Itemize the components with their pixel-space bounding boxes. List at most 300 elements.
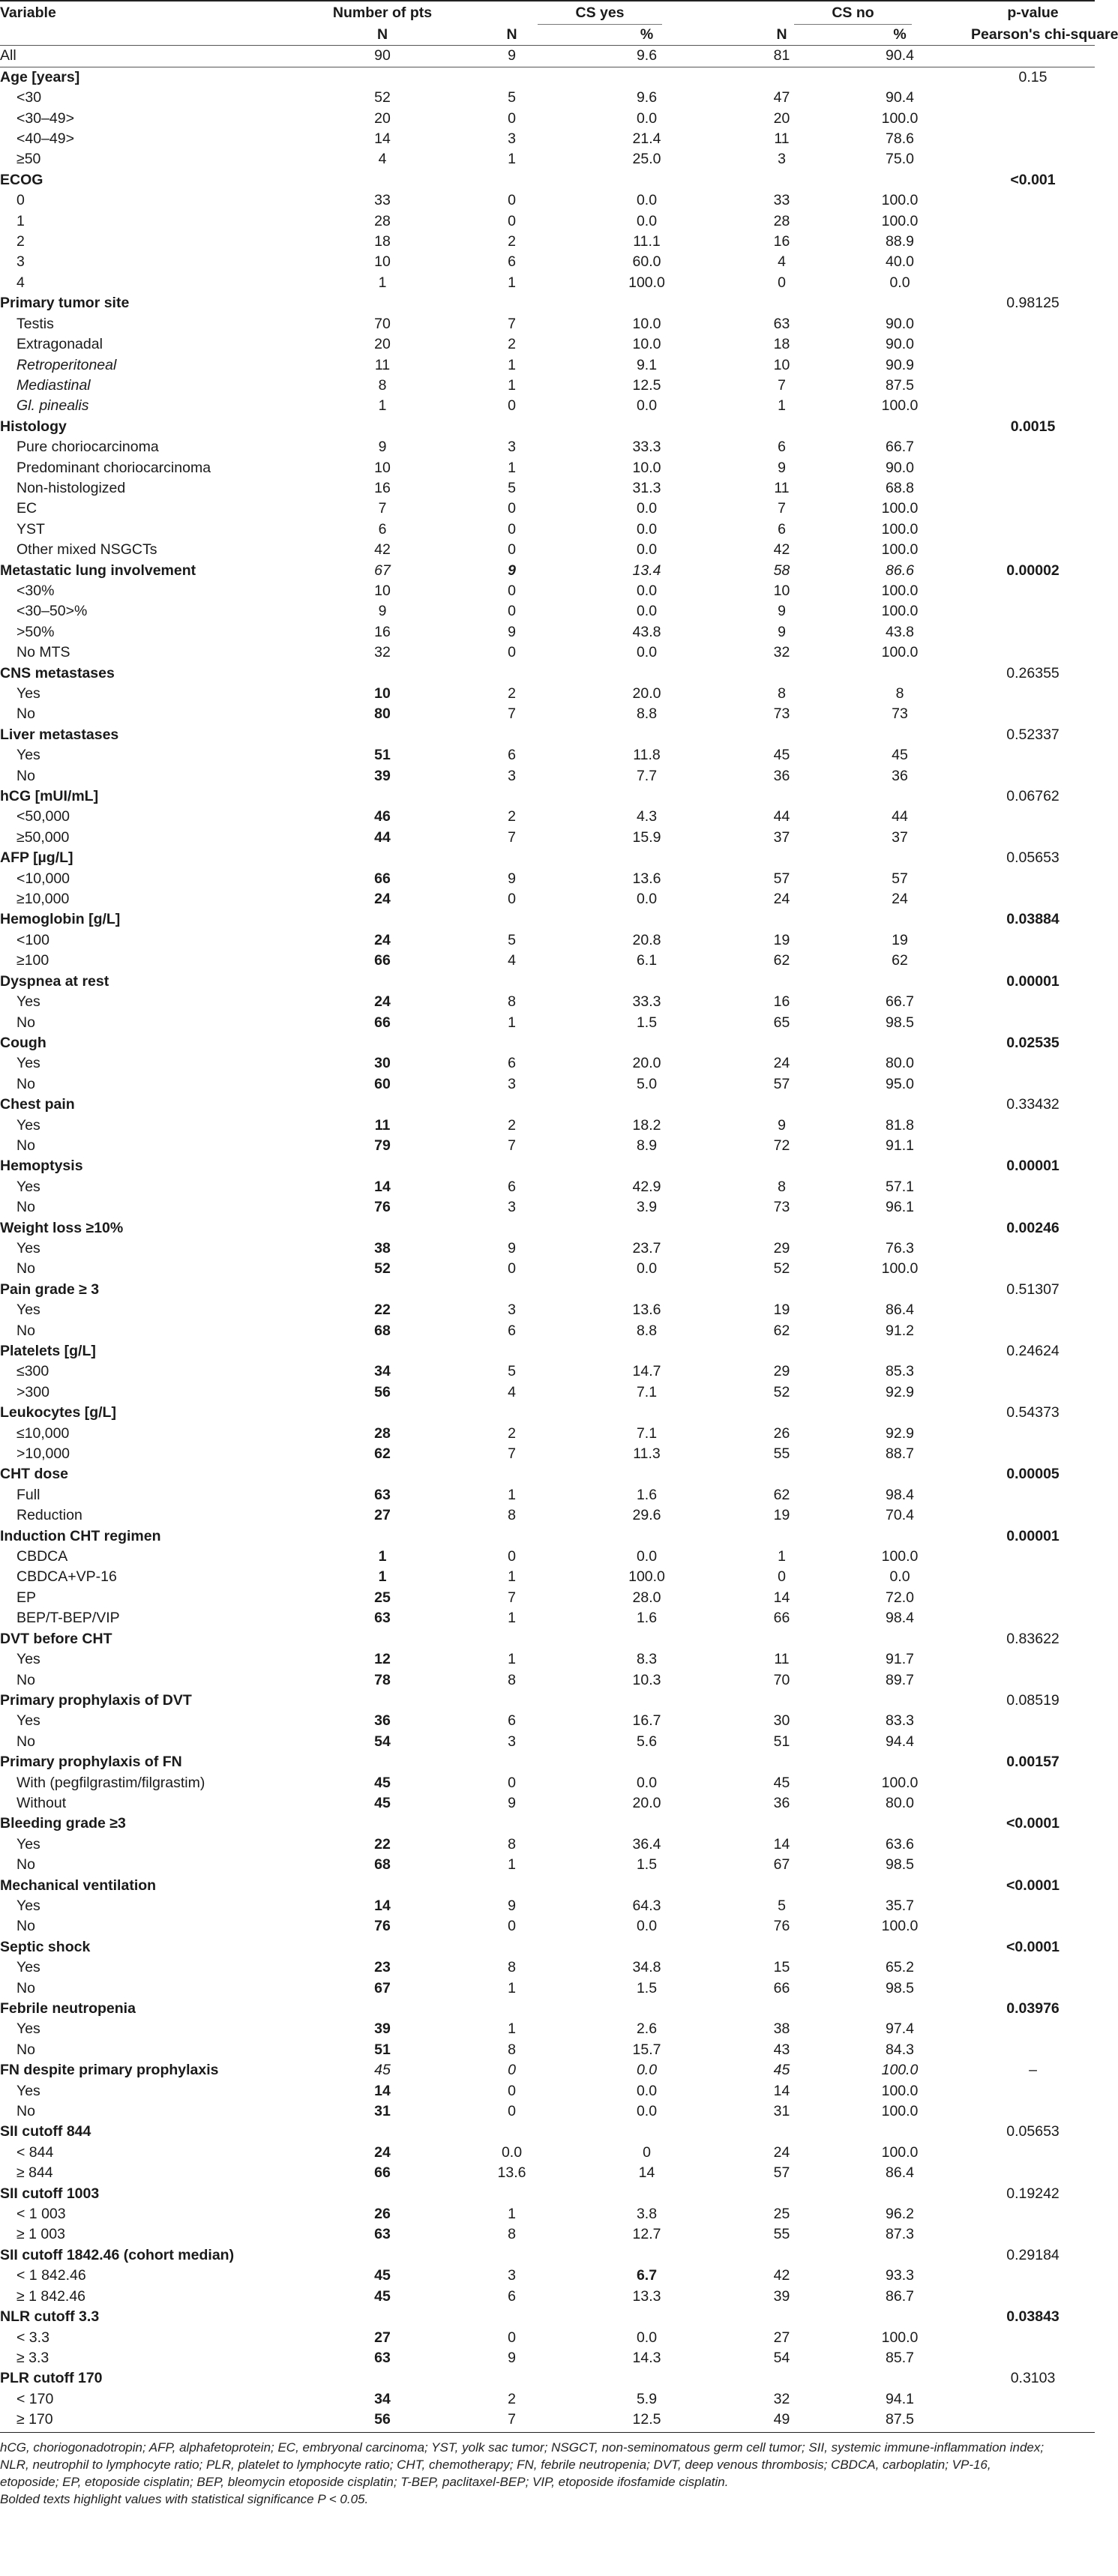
cell-n-cs-no xyxy=(735,1095,829,1115)
cell-n-cs-yes xyxy=(465,1033,559,1053)
cell-n-cs-no: 52 xyxy=(773,1383,790,1400)
cell-variable: All xyxy=(0,46,300,67)
cell-variable: >10,000 xyxy=(16,1445,70,1463)
cell-p-value xyxy=(971,951,1095,971)
cell-n-cs-yes: 0 xyxy=(508,520,516,538)
cell-number-of-pts xyxy=(300,1033,465,1053)
cell-number-of-pts: 27 xyxy=(374,1507,391,1524)
cell-n-cs-no xyxy=(735,417,829,437)
cell-p-value xyxy=(971,2410,1095,2430)
cell-n-cs-no xyxy=(735,1814,829,1834)
cell-number-of-pts xyxy=(300,1218,465,1239)
cell-pct-cs-yes: 43.8 xyxy=(632,623,661,640)
cell-p-value xyxy=(971,1321,1095,1341)
table-row xyxy=(0,889,1095,909)
cell-n-cs-yes: 5 xyxy=(508,479,516,496)
table-row-group xyxy=(0,1937,1095,1957)
cell-number-of-pts: 68 xyxy=(374,1856,391,1874)
table-row-group xyxy=(0,848,1095,868)
cell-n-cs-yes: 8 xyxy=(508,2041,516,2058)
cell-variable: Primary prophylaxis of DVT xyxy=(0,1691,192,1709)
cell-number-of-pts xyxy=(300,1403,465,1423)
cell-pct-cs-no xyxy=(829,2368,971,2389)
cell-p-value xyxy=(971,190,1095,211)
cell-p-value xyxy=(971,355,1095,376)
cell-number-of-pts: 1 xyxy=(378,397,387,415)
cell-n-cs-yes: 2 xyxy=(508,808,516,825)
cell-variable: Yes xyxy=(16,1239,40,1257)
cell-n-cs-no: 16 xyxy=(773,993,790,1011)
table-row xyxy=(0,1608,1095,1628)
cell-n-cs-no: 9 xyxy=(778,1116,786,1134)
cell-pct-cs-no xyxy=(829,663,971,684)
cell-p-value xyxy=(971,1855,1095,1875)
cell-number-of-pts: 45 xyxy=(374,1794,391,1811)
cell-number-of-pts xyxy=(300,2307,465,2327)
cell-pct-cs-no: 98.4 xyxy=(886,1486,914,1503)
cell-pct-cs-yes xyxy=(559,1814,735,1834)
cell-number-of-pts: 24 xyxy=(374,931,391,948)
cell-number-of-pts: 10 xyxy=(374,253,391,271)
cell-n-cs-no xyxy=(735,1280,829,1300)
cell-number-of-pts: 51 xyxy=(374,2041,391,2058)
cell-variable: No xyxy=(16,1733,35,1750)
cell-number-of-pts xyxy=(300,2122,465,2142)
cell-p-value xyxy=(971,396,1095,416)
cell-number-of-pts: 90 xyxy=(300,46,465,67)
cell-n-cs-yes: 2 xyxy=(508,685,516,702)
cell-p-value xyxy=(971,1978,1095,1999)
cell-p-value: – xyxy=(1029,2062,1037,2079)
cell-p-value xyxy=(971,149,1095,169)
cell-p-value xyxy=(971,1896,1095,1916)
cell-pct-cs-yes xyxy=(559,2307,735,2327)
cell-variable: <10,000 xyxy=(16,870,70,887)
cell-pct-cs-no xyxy=(829,1403,971,1423)
cell-n-cs-no xyxy=(735,1156,829,1176)
cell-n-cs-no: 36 xyxy=(773,767,790,784)
cell-number-of-pts: 42 xyxy=(374,541,391,559)
cell-n-cs-no xyxy=(735,2307,829,2327)
cell-number-of-pts: 34 xyxy=(374,1363,391,1380)
table-row-group xyxy=(0,786,1095,807)
table-row xyxy=(0,396,1095,416)
cell-number-of-pts: 67 xyxy=(374,1979,391,1996)
table-row xyxy=(0,1177,1095,1197)
cell-p-value: 0.54373 xyxy=(1006,1404,1060,1421)
cell-pct-cs-no xyxy=(829,972,971,992)
cell-pct-cs-yes: 0.0 xyxy=(636,891,658,908)
cell-p-value xyxy=(971,2040,1095,2060)
cell-pct-cs-yes: 14 xyxy=(638,2164,655,2182)
header-p-value: p-value xyxy=(971,1,1095,25)
cell-variable: < 844 xyxy=(16,2143,54,2161)
cell-n-cs-yes: 3 xyxy=(508,1301,516,1319)
cell-pct-cs-no: 37 xyxy=(892,828,908,846)
cell-p-value: 0.15 xyxy=(1018,68,1048,85)
cell-pct-cs-no: 66.7 xyxy=(886,439,914,456)
cell-number-of-pts: 24 xyxy=(374,891,391,908)
cell-p-value: 0.19242 xyxy=(1006,2185,1060,2202)
cell-number-of-pts: 12 xyxy=(374,1651,391,1668)
cell-n-cs-no: 44 xyxy=(773,808,790,825)
table-row-group xyxy=(0,1218,1095,1239)
cell-variable: Hemoptysis xyxy=(0,1158,83,1175)
cell-number-of-pts: 63 xyxy=(374,1486,391,1503)
cell-pct-cs-no: 97.4 xyxy=(886,2020,914,2038)
cell-variable: Weight loss ≥10% xyxy=(0,1219,124,1236)
cell-n-cs-yes xyxy=(465,1218,559,1239)
cell-p-value xyxy=(971,1711,1095,1731)
cell-n-cs-yes: 1 xyxy=(508,1856,516,1874)
cell-n-cs-yes: 2 xyxy=(508,336,516,353)
cell-p-value xyxy=(971,2266,1095,2286)
cell-pct-cs-yes: 0.0 xyxy=(636,2062,658,2079)
cell-n-cs-no xyxy=(735,1629,829,1649)
cell-variable: Platelets [g/L] xyxy=(0,1343,96,1359)
cell-n-cs-yes: 6 xyxy=(508,1055,516,1072)
cell-n-cs-yes: 0 xyxy=(508,891,516,908)
cell-n-cs-no: 70 xyxy=(773,1671,790,1688)
cell-p-value xyxy=(971,1773,1095,1793)
cell-number-of-pts xyxy=(300,972,465,992)
cell-n-cs-yes: 5 xyxy=(508,1363,516,1380)
cell-pct-cs-yes: 0.0 xyxy=(636,1918,658,1935)
table-row-group xyxy=(0,1156,1095,1176)
cell-p-value xyxy=(971,1116,1095,1136)
table-row-group xyxy=(0,1341,1095,1361)
cell-number-of-pts: 10 xyxy=(374,685,391,702)
cell-n-cs-yes xyxy=(465,1937,559,1957)
table-row-group xyxy=(0,663,1095,684)
cell-pct-cs-yes: 1.5 xyxy=(636,1979,658,1996)
table-row-group xyxy=(0,1526,1095,1547)
cell-pct-cs-no: 43.8 xyxy=(886,623,914,640)
cell-pct-cs-yes: 0.0 xyxy=(636,500,658,517)
cell-variable: EP xyxy=(16,1589,37,1606)
cell-variable: Pain grade ≥ 3 xyxy=(0,1281,100,1298)
cell-n-cs-yes xyxy=(465,1464,559,1484)
cell-n-cs-yes: 3 xyxy=(508,767,516,784)
cell-pct-cs-no: 100.0 xyxy=(881,2082,919,2099)
cell-pct-cs-yes: 64.3 xyxy=(632,1897,661,1914)
cell-pct-cs-no xyxy=(829,1156,971,1176)
table-row xyxy=(0,581,1095,601)
cell-p-value: 0.00246 xyxy=(1006,1219,1060,1236)
cell-number-of-pts: 45 xyxy=(374,2287,391,2305)
table-row xyxy=(0,252,1095,272)
cell-p-value: 0.24624 xyxy=(1006,1343,1060,1359)
cell-n-cs-no: 0 xyxy=(778,274,786,291)
cell-pct-cs-no: 100.0 xyxy=(881,2062,919,2079)
cell-n-cs-yes xyxy=(465,786,559,807)
cell-n-cs-no: 63 xyxy=(773,315,790,332)
cell-number-of-pts: 46 xyxy=(374,808,391,825)
table-row xyxy=(0,1567,1095,1587)
cell-n-cs-yes xyxy=(465,725,559,745)
cell-variable: Leukocytes [g/L] xyxy=(0,1404,116,1421)
table-row xyxy=(0,520,1095,540)
cell-number-of-pts: 54 xyxy=(374,1733,391,1750)
cell-variable: >300 xyxy=(16,1383,49,1400)
table-row xyxy=(0,766,1095,786)
cell-pct-cs-yes: 5.6 xyxy=(636,1733,658,1750)
table-row-group xyxy=(0,1280,1095,1300)
cell-n-cs-yes: 6 xyxy=(508,253,516,271)
cell-pct-cs-yes xyxy=(559,1218,735,1239)
cell-variable: Reduction xyxy=(16,1507,82,1524)
cell-pct-cs-yes xyxy=(559,1403,735,1423)
table-row xyxy=(0,601,1095,622)
table-row xyxy=(0,2266,1095,2286)
cell-pct-cs-yes xyxy=(559,1691,735,1711)
cell-pct-cs-no: 98.4 xyxy=(886,1610,914,1627)
cell-pct-cs-no xyxy=(829,1218,971,1239)
cell-pct-cs-yes: 60.0 xyxy=(632,253,661,271)
cell-p-value xyxy=(971,46,1095,67)
cell-pct-cs-yes: 0.0 xyxy=(636,397,658,415)
cell-p-value xyxy=(971,1197,1095,1218)
cell-n-cs-yes: 4 xyxy=(508,1383,516,1400)
cell-number-of-pts: 63 xyxy=(374,1610,391,1627)
cell-n-cs-no: 62 xyxy=(773,1486,790,1503)
cell-pct-cs-no: 90.0 xyxy=(886,315,914,332)
cell-pct-cs-no: 40.0 xyxy=(886,253,914,271)
cell-pct-cs-yes: 13.4 xyxy=(632,562,661,579)
cell-n-cs-no: 14 xyxy=(773,2082,790,2099)
cell-variable: EC xyxy=(16,500,37,517)
cell-n-cs-yes: 1 xyxy=(508,2206,516,2223)
cell-pct-cs-no: 85.7 xyxy=(886,2349,914,2366)
cell-n-cs-yes: 9 xyxy=(508,2349,516,2366)
cell-n-cs-yes xyxy=(465,417,559,437)
table-row-group xyxy=(0,2122,1095,2142)
cell-variable: No xyxy=(16,1137,35,1154)
cell-number-of-pts: 22 xyxy=(374,1301,391,1319)
cell-n-cs-yes: 0 xyxy=(508,1774,516,1791)
cell-number-of-pts: 1 xyxy=(378,274,387,291)
table-row-group xyxy=(0,2184,1095,2204)
cell-n-cs-no: 81 xyxy=(735,46,829,67)
table-row xyxy=(0,1957,1095,1978)
cell-n-cs-yes: 8 xyxy=(508,1959,516,1976)
cell-variable: Histology xyxy=(0,418,67,435)
cell-n-cs-no xyxy=(735,909,829,930)
cell-pct-cs-yes xyxy=(559,1526,735,1547)
cell-n-cs-no: 67 xyxy=(773,1856,790,1874)
cell-pct-cs-yes: 100.0 xyxy=(628,1568,665,1586)
cell-pct-cs-yes xyxy=(559,1464,735,1484)
cell-pct-cs-yes xyxy=(559,2122,735,2142)
cell-n-cs-no: 9 xyxy=(778,623,786,640)
cell-p-value xyxy=(971,1259,1095,1279)
cell-pct-cs-no: 86.7 xyxy=(886,2287,914,2305)
cell-n-cs-yes xyxy=(465,1095,559,1115)
cell-pct-cs-no: 96.1 xyxy=(886,1199,914,1216)
cell-pct-cs-yes: 1.5 xyxy=(636,1856,658,1874)
cell-number-of-pts: 66 xyxy=(374,1014,391,1031)
cell-n-cs-yes: 0 xyxy=(508,212,516,229)
table-row xyxy=(0,2328,1095,2348)
cell-number-of-pts xyxy=(300,1691,465,1711)
table-row xyxy=(0,745,1095,765)
cell-number-of-pts: 14 xyxy=(374,1897,391,1914)
cell-p-value: 0.26355 xyxy=(1006,664,1060,681)
table-row xyxy=(0,1074,1095,1095)
table-row xyxy=(0,211,1095,232)
cell-n-cs-no: 36 xyxy=(773,1794,790,1811)
cell-variable: No xyxy=(16,705,35,723)
cell-variable: No xyxy=(16,2041,35,2058)
cell-number-of-pts: 62 xyxy=(374,1445,391,1463)
cell-n-cs-no: 49 xyxy=(773,2411,790,2428)
table-row-group xyxy=(0,909,1095,930)
cell-p-value xyxy=(971,2224,1095,2245)
cell-p-value xyxy=(971,2163,1095,2183)
cell-variable: ≥ 3.3 xyxy=(16,2349,49,2366)
cell-variable: PLR cutoff 170 xyxy=(0,2370,103,2387)
cell-number-of-pts: 60 xyxy=(374,1075,391,1092)
cell-n-cs-yes: 3 xyxy=(508,2267,516,2284)
footnote xyxy=(0,2432,1095,2508)
cell-n-cs-yes: 9 xyxy=(508,1794,516,1811)
cell-variable: BEP/T-BEP/VIP xyxy=(16,1610,120,1627)
footnote-line: etoposide; EP, etoposide cisplatin; BEP, bleomycin etoposide cisplatin; T-BEP, paclitaxel-BEP; VIP, etoposide ifosfamide cisplatin. xyxy=(0,2474,729,2489)
table-row-group xyxy=(0,1752,1095,1772)
cell-n-cs-no: 18 xyxy=(773,336,790,353)
cell-variable: Non-histologized xyxy=(16,479,126,496)
cell-variable: ≥ 844 xyxy=(16,2164,53,2182)
table-row-group xyxy=(0,1876,1095,1896)
cell-n-cs-no xyxy=(735,1464,829,1484)
cell-n-cs-yes xyxy=(465,972,559,992)
cell-pct-cs-no: 68.8 xyxy=(886,479,914,496)
cell-p-value: 0.05653 xyxy=(1006,849,1060,867)
cell-n-cs-no xyxy=(735,848,829,868)
cell-variable: Mediastinal xyxy=(16,376,91,394)
cell-pct-cs-no: 94.1 xyxy=(886,2390,914,2407)
cell-variable: YST xyxy=(16,520,45,538)
cell-pct-cs-no xyxy=(829,786,971,807)
cell-number-of-pts: 36 xyxy=(374,1712,391,1730)
cell-n-cs-no: 47 xyxy=(773,89,790,106)
cell-n-cs-yes: 3 xyxy=(508,439,516,456)
cell-n-cs-no: 6 xyxy=(778,520,786,538)
cell-n-cs-no xyxy=(735,1937,829,1957)
cell-n-cs-no xyxy=(735,1403,829,1423)
cell-number-of-pts xyxy=(300,1814,465,1834)
cell-n-cs-no: 45 xyxy=(773,1774,790,1791)
cell-pct-cs-yes: 23.7 xyxy=(632,1239,661,1257)
cell-p-value xyxy=(971,766,1095,786)
cell-variable: CBDCA xyxy=(16,1548,68,1565)
cell-p-value xyxy=(971,1361,1095,1382)
cell-variable: Yes xyxy=(16,1055,40,1072)
table-row xyxy=(0,314,1095,334)
cell-pct-cs-no xyxy=(829,725,971,745)
table-row xyxy=(0,869,1095,889)
cell-pct-cs-no: 94.4 xyxy=(886,1733,914,1750)
cell-pct-cs-no: 100.0 xyxy=(881,397,919,415)
cell-n-cs-no: 55 xyxy=(773,2226,790,2243)
cell-n-cs-yes: 1 xyxy=(508,1651,516,1668)
cell-variable: Retroperitoneal xyxy=(16,356,117,373)
table-row xyxy=(0,355,1095,376)
cell-pct-cs-yes: 1.6 xyxy=(636,1486,658,1503)
cell-pct-cs-no xyxy=(829,1814,971,1834)
cell-p-value xyxy=(971,2204,1095,2224)
cell-variable: Primary prophylaxis of FN xyxy=(0,1754,182,1771)
cell-variable: < 1 842.46 xyxy=(16,2267,86,2284)
cell-number-of-pts xyxy=(300,786,465,807)
cell-n-cs-yes: 2 xyxy=(508,1424,516,1442)
cell-number-of-pts xyxy=(300,1341,465,1361)
table-row xyxy=(0,828,1095,848)
cell-p-value: 0.05653 xyxy=(1006,2123,1060,2140)
cell-variable: ≥50,000 xyxy=(16,828,70,846)
cell-p-value: 0.52337 xyxy=(1006,726,1060,743)
cell-p-value: 0.51307 xyxy=(1006,1281,1060,1298)
cell-pct-cs-yes: 29.6 xyxy=(632,1507,661,1524)
cell-pct-cs-yes: 100.0 xyxy=(628,274,665,291)
cell-pct-cs-no: 92.9 xyxy=(886,1424,914,1442)
cell-pct-cs-yes: 12.5 xyxy=(632,2411,661,2428)
cell-n-cs-no: 11 xyxy=(774,1651,790,1668)
cell-n-cs-yes: 9 xyxy=(508,1239,516,1257)
cell-p-value xyxy=(971,1670,1095,1691)
cell-pct-cs-yes: 10.0 xyxy=(632,315,661,332)
table-row-group xyxy=(0,1999,1095,2019)
cell-p-value xyxy=(971,1485,1095,1505)
cell-pct-cs-no: 92.9 xyxy=(886,1383,914,1400)
cell-pct-cs-yes: 7.1 xyxy=(636,1424,658,1442)
cell-n-cs-no xyxy=(735,293,829,313)
table-row xyxy=(0,499,1095,519)
cell-variable: No xyxy=(16,1075,35,1092)
cell-pct-cs-yes: 0.0 xyxy=(636,541,658,559)
table-row xyxy=(0,1773,1095,1793)
cell-n-cs-yes: 0 xyxy=(508,2103,516,2120)
cell-pct-cs-no: 81.8 xyxy=(886,1116,914,1134)
cell-pct-cs-no xyxy=(829,1033,971,1053)
cell-pct-cs-yes: 0.0 xyxy=(636,192,658,209)
cell-pct-cs-yes: 13.6 xyxy=(632,1301,661,1319)
cell-n-cs-yes: 1 xyxy=(508,151,516,168)
cell-variable: 3 xyxy=(16,253,25,271)
cell-variable: No xyxy=(16,1014,35,1031)
cell-n-cs-yes xyxy=(465,1280,559,1300)
cell-pct-cs-yes: 7.1 xyxy=(636,1383,658,1400)
cell-n-cs-yes: 0 xyxy=(508,500,516,517)
cell-number-of-pts: 51 xyxy=(374,747,391,764)
cell-p-value: 0.03843 xyxy=(1006,2308,1060,2326)
cell-p-value xyxy=(971,1732,1095,1752)
cell-n-cs-no: 5 xyxy=(778,1897,786,1914)
cell-pct-cs-no: 44 xyxy=(892,808,908,825)
cell-pct-cs-yes: 28.0 xyxy=(632,1589,661,1606)
cell-n-cs-yes xyxy=(465,1691,559,1711)
cell-p-value: <0.001 xyxy=(1010,171,1056,188)
cell-pct-cs-yes: 6.1 xyxy=(636,952,658,969)
cell-pct-cs-yes xyxy=(559,293,735,313)
cell-variable: No xyxy=(16,1918,35,1935)
table-row xyxy=(0,1013,1095,1033)
cell-number-of-pts xyxy=(300,67,465,88)
cell-variable: No xyxy=(16,1199,35,1216)
cell-n-cs-yes: 7 xyxy=(508,705,516,723)
cell-variable: Yes xyxy=(16,2082,40,2099)
table-row-group xyxy=(0,725,1095,745)
